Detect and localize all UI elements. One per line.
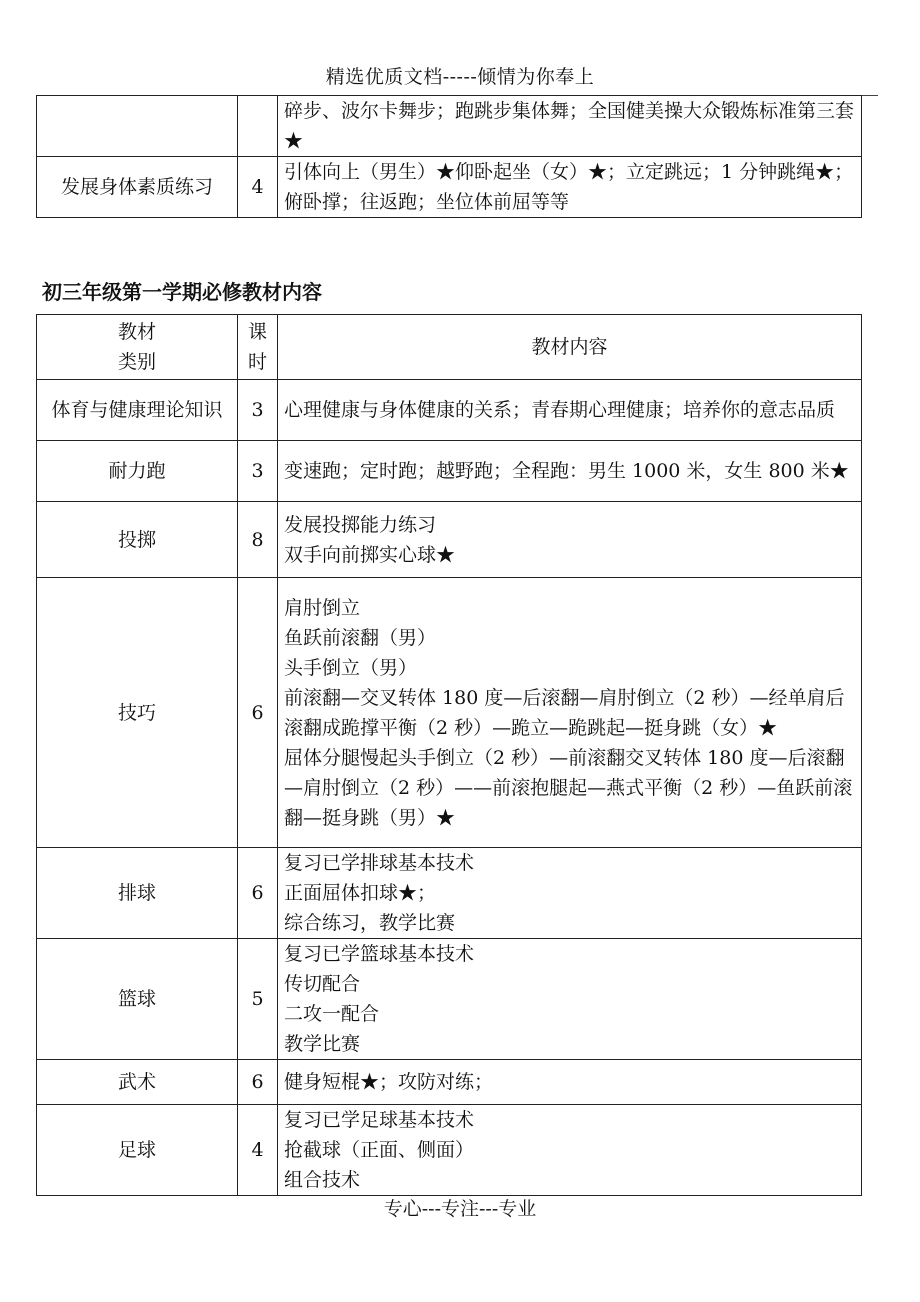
header-category-line: 类别: [117, 351, 156, 373]
content-line: 双手向前掷实心球★: [284, 543, 456, 566]
table-row: [37, 578, 862, 848]
content-line: 教学比赛: [284, 1033, 361, 1055]
content-line: 屈体分腿慢起头手倒立（2 秒）—前滚翻交叉转体 180 度—后滚翻—肩肘倒立（2 秒）——前滚抱腿起—燕式平衡（2 秒）—鱼跃前滚翻—挺身跳（男）★: [284, 746, 853, 829]
table-row: [37, 96, 862, 157]
table-row: [37, 441, 862, 502]
header-content: 教材内容: [278, 315, 862, 380]
hours-cell: 3: [238, 380, 278, 441]
content-line: 碎步、波尔卡舞步；跑跳步集体舞；全国健美操大众锻炼标准第三套★: [284, 100, 855, 152]
header-hours-line: 时: [247, 351, 267, 373]
category-cell: 投掷: [37, 502, 238, 578]
content-line: 健身短棍★；攻防对练；: [284, 1071, 494, 1093]
content-cell: [278, 157, 862, 218]
hours-cell: 4: [238, 1105, 278, 1196]
table-row: [37, 380, 862, 441]
continuation-table: [36, 95, 862, 218]
content-line: 头手倒立（男）: [284, 656, 418, 679]
hours-cell: 6: [238, 848, 278, 939]
page-footer: 专心---专注---专业: [383, 1198, 537, 1220]
category-cell: 技巧: [37, 578, 238, 848]
header-hours-line: 课: [247, 321, 267, 343]
content-line: 变速跑；定时跑；越野跑；全程跑：男生 1000 米，女生 800 米★: [284, 460, 849, 482]
page-header: 精选优质文档-----倾情为你奉上: [325, 66, 595, 88]
hours-cell: 4: [238, 157, 278, 218]
header-hours: [238, 315, 278, 380]
content-line: 正面屈体扣球★；: [284, 882, 437, 904]
hours-cell: 5: [238, 939, 278, 1060]
category-cell: 发展身体素质练习: [37, 157, 238, 218]
content-cell: [278, 578, 862, 848]
table-row: [37, 1105, 862, 1196]
category-cell: 耐力跑: [37, 441, 238, 502]
content-line: 引体向上（男生）★仰卧起坐（女）★；立定跳远；1 分钟跳绳★；俯卧撑；往返跑；坐位体前屈等等: [284, 161, 854, 213]
content-line: 复习已学排球基本技术: [284, 852, 475, 874]
hours-cell: 6: [238, 578, 278, 848]
content-line: 鱼跃前滚翻（男）: [284, 626, 437, 649]
content-line: 前滚翻—交叉转体 180 度—后滚翻—肩肘倒立（2 秒）—经单肩后滚翻成跪撑平衡（2 秒）—跪立—跪跳起—挺身跳（女）★: [284, 686, 845, 739]
content-cell: [278, 1060, 862, 1105]
category-cell: 篮球: [37, 939, 238, 1060]
hours-cell: [238, 96, 278, 157]
content-cell: [278, 96, 862, 157]
table-row: [37, 939, 862, 1060]
hours-cell: 8: [238, 502, 278, 578]
content-line: 组合技术: [284, 1169, 361, 1191]
content-line: 抢截球（正面、侧面）: [284, 1139, 475, 1161]
content-cell: [278, 441, 862, 502]
category-cell: 武术: [37, 1060, 238, 1105]
table-row: [37, 1060, 862, 1105]
content-line: 复习已学足球基本技术: [284, 1109, 475, 1131]
table-row: [37, 502, 862, 578]
category-cell: 体育与健康理论知识: [37, 380, 238, 441]
hours-cell: 3: [238, 441, 278, 502]
section-title: 初三年级第一学期必修教材内容: [42, 280, 322, 304]
content-line: 综合练习，教学比赛: [284, 912, 456, 934]
table-row: [37, 157, 862, 218]
content-cell: [278, 1105, 862, 1196]
category-cell: 足球: [37, 1105, 238, 1196]
content-cell: [278, 380, 862, 441]
content-line: 二攻一配合: [284, 1003, 380, 1025]
category-cell: 排球: [37, 848, 238, 939]
hours-cell: 6: [238, 1060, 278, 1105]
curriculum-table: [36, 314, 862, 1196]
content-line: 发展投掷能力练习: [284, 513, 437, 536]
header-category-line: 教材: [117, 321, 156, 343]
content-cell: [278, 502, 862, 578]
content-cell: [278, 939, 862, 1060]
table-row: [37, 848, 862, 939]
category-cell: [37, 96, 238, 157]
content-cell: [278, 848, 862, 939]
content-line: 肩肘倒立: [284, 596, 361, 619]
table-header-row: [37, 315, 862, 380]
header-category: [37, 315, 238, 380]
content-line: 心理健康与身体健康的关系；青春期心理健康；培养你的意志品质: [284, 399, 836, 421]
content-line: 传切配合: [284, 973, 361, 995]
content-line: 复习已学篮球基本技术: [284, 943, 475, 965]
